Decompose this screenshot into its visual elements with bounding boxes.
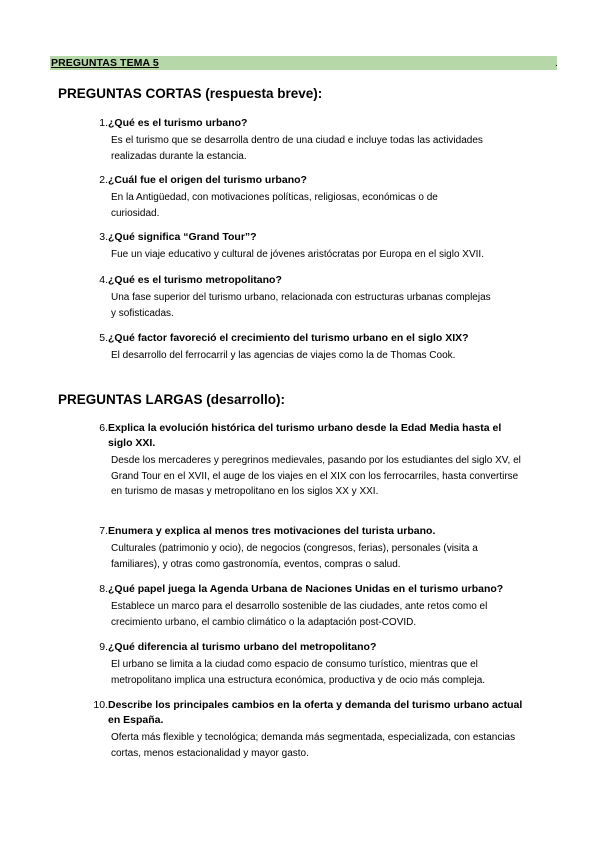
- question-number: 3.: [99, 231, 108, 243]
- document-title: PREGUNTAS TEMA 5: [51, 57, 159, 69]
- question-title: ¿Cuál fue el origen del turismo urbano?: [108, 174, 307, 186]
- question-answer: El desarrollo del ferrocarril y las agencias de viajes como la de Thomas Cook.: [111, 350, 456, 361]
- short-questions-heading: PREGUNTAS CORTAS (respuesta breve):: [58, 86, 323, 101]
- question-title: Enumera y explica al menos tres motivaciones del turista urbano.: [108, 525, 436, 537]
- question-answer: En la Antigüedad, con motivaciones políticas, religiosas, económicas o de curiosidad.: [111, 192, 438, 219]
- question-answer: El urbano se limita a la ciudad como espacio de consumo turístico, mientras que el metropolitano implica una estructura económica, productiva y de ocio más compleja.: [111, 659, 486, 686]
- question-number: 5.: [99, 332, 108, 344]
- question-answer: Una fase superior del turismo urbano, relacionada con estructuras urbanas complejas y sofisticadas.: [111, 292, 491, 319]
- question-title: ¿Qué factor favoreció el crecimiento del turismo urbano en el siglo XIX?: [108, 332, 469, 344]
- question-title: Describe los principales cambios en la oferta y demanda del turismo urbano actual en España.: [108, 699, 523, 726]
- question-number: 1.: [99, 117, 108, 129]
- question-title: Explica la evolución histórica del turismo urbano desde la Edad Media hasta el siglo XXI.: [108, 422, 502, 449]
- question-number: 7.: [99, 525, 108, 537]
- question-title: ¿Qué significa “Grand Tour”?: [108, 231, 257, 243]
- question-answer: Fue un viaje educativo y cultural de jóvenes aristócratas por Europa en el siglo XVII.: [111, 249, 484, 260]
- question-answer: Establece un marco para el desarrollo sostenible de las ciudades, ante retos como el crecimiento urbano, el cambio climático o la adaptación post-COVID.: [111, 601, 488, 628]
- question-title: ¿Qué diferencia al turismo urbano del metropolitano?: [108, 641, 377, 653]
- question-number: 10.: [93, 699, 108, 711]
- question-number: 9.: [99, 641, 108, 653]
- question-number: 4.: [99, 274, 108, 286]
- header-trailing-dot: .: [555, 58, 558, 69]
- long-questions-heading: PREGUNTAS LARGAS (desarrollo):: [58, 392, 286, 407]
- question-title: ¿Qué es el turismo metropolitano?: [108, 274, 282, 286]
- question-title: ¿Qué es el turismo urbano?: [108, 117, 248, 129]
- question-answer: Es el turismo que se desarrolla dentro de una ciudad e incluye todas las actividades realizadas durante la estancia.: [111, 135, 483, 162]
- question-answer: Oferta más flexible y tecnológica; demanda más segmentada, especializada, con estancias cortas, menos estacionalidad y mayor gasto.: [111, 732, 516, 759]
- question-number: 2.: [99, 174, 108, 186]
- question-title: ¿Qué papel juega la Agenda Urbana de Naciones Unidas en el turismo urbano?: [108, 583, 504, 595]
- question-answer: Culturales (patrimonio y ocio), de negocios (congresos, ferias), personales (visita a familiares), y otras como gastronomía, eventos, compras o salud.: [111, 543, 478, 570]
- question-answer: Desde los mercaderes y peregrinos medievales, pasando por los estudiantes del siglo XV, el Grand Tour en el XVII, el auge de los viajes en el XIX con los ferrocarriles, hasta convertirse en turismo de masas y metropolitano en los siglos XX y XXI.: [111, 455, 521, 497]
- question-number: 8.: [99, 583, 108, 595]
- question-number: 6.: [99, 422, 108, 434]
